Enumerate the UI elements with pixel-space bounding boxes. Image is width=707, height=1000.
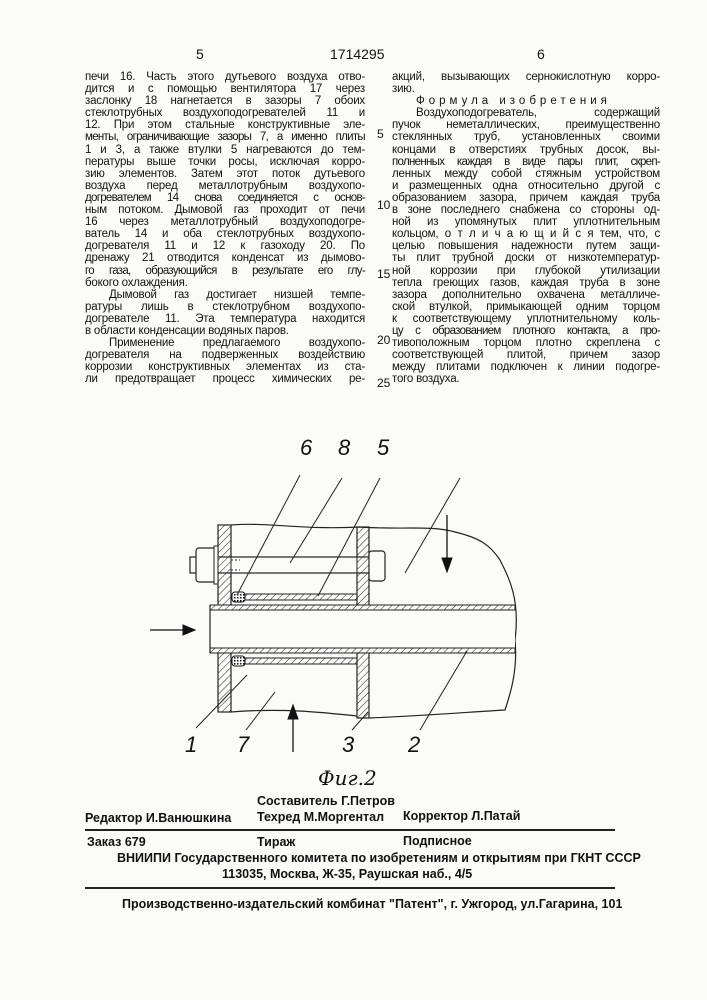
editor: Редактор И.Ванюшкина	[85, 811, 231, 825]
text-line: ным потоком. Дымовой газ проходит от печи	[85, 204, 365, 216]
text-line: Применение предлагаемого воздухопо-	[85, 337, 365, 349]
text-line: ты плит трубной доски от низкотемператур-	[392, 252, 660, 264]
text-line: ленных между собой стяжным устройством	[392, 168, 660, 180]
text-line: того воздуха.	[392, 373, 660, 385]
text-line: ратуры лишь в стеклотрубном воздухопо-	[85, 301, 365, 313]
text-line: акций, вызывающих сернокислотную корро-	[392, 71, 660, 83]
text-line: Воздухоподогреватель, содержащий	[392, 107, 660, 119]
figure-2-drawing	[0, 0, 707, 1000]
label-8: 8	[338, 436, 350, 460]
text-line: тивоположным торцом плотно скреплена с	[392, 337, 660, 349]
text-line: 12. При этом стальные конструктивные эле-	[85, 119, 365, 131]
text-line: пучок неметаллических, преимущественно	[392, 119, 660, 131]
line-number: 15	[377, 268, 390, 281]
address: 113035, Москва, Ж-35, Раушская наб., 4/5	[222, 867, 472, 881]
text-line: в зоне последнего снабжена со стороны од-	[392, 204, 660, 216]
text-line: целью повышения надежности путем защи-	[392, 240, 660, 252]
subscription: Подписное	[403, 834, 472, 848]
corrector: Корректор Л.Патай	[403, 809, 520, 823]
text-line: стеклотрубных воздухоподогревателей 11 и	[85, 107, 365, 119]
compiler: Составитель Г.Петров	[257, 794, 395, 808]
figure-caption: Фиг.2	[318, 766, 377, 790]
text-line: и размещенных одна относительно другой с	[392, 180, 660, 192]
sleeve-top	[245, 594, 357, 600]
text-line: 1 и 3, а также втулки 5 нагреваются до тем-	[85, 144, 365, 156]
seal-ring-top	[232, 592, 245, 602]
text-line: дится и с помощью вентилятора 17 через	[85, 83, 365, 95]
text-line: полненных каждая в виде пары плит, скреп-	[392, 156, 660, 168]
label-1: 1	[185, 733, 197, 757]
divider	[85, 887, 615, 889]
text-line: ной коррозии при глубокой утилизации	[392, 265, 660, 277]
text-line: догревателе 11. Эта температура находится	[85, 313, 365, 325]
circulation: Тираж	[257, 835, 295, 849]
sleeve-bottom	[245, 658, 357, 664]
techred: Техред М.Моргентал	[257, 810, 384, 824]
text-line: воздуха перед металлотрубным воздухопо-	[85, 180, 365, 192]
text-line: концами в отверстиях трубных досок, вы-	[392, 144, 660, 156]
nut-right	[369, 551, 385, 581]
label-3: 3	[342, 733, 354, 757]
left-page-number: 5	[196, 46, 204, 62]
text-line: менты, ограничивающие зазоры 7, а именно плиты	[85, 131, 365, 143]
text-line: тепла греющих газов, каждая труба в зоне	[392, 277, 660, 289]
text-line: ской втулкой, примыкающей одним торцом	[392, 301, 660, 313]
text-line: зию.	[392, 83, 660, 95]
text-line: ной из упомянутых плит уплотнительным	[392, 216, 660, 228]
text-line: коррозии конструктивных элементах из ста-	[85, 361, 365, 373]
right-page-number: 6	[537, 46, 545, 62]
text-line: го газа, образующийся в результате его глу-	[85, 265, 365, 277]
text-line: ли предотвращает процесс химических ре-	[85, 373, 365, 385]
tube-bottom-wall	[210, 648, 515, 653]
text-line: образованием зазора, причем каждая труба	[392, 192, 660, 204]
text-line: дренажу 21 отводится конденсат из дымово-	[85, 252, 365, 264]
text-line: бокого охлаждения.	[85, 277, 365, 289]
text-line: цу с образованием плотного контакта, а про-	[392, 325, 660, 337]
line-number: 10	[377, 199, 390, 212]
label-7: 7	[237, 733, 249, 757]
text-line: Дымовой газ достигает низшей темпе-	[85, 289, 365, 301]
text-line: заслонку 18 нагнетается в зазоры 7 обоих	[85, 95, 365, 107]
order-number: Заказ 679	[87, 835, 146, 849]
label-6: 6	[300, 436, 312, 460]
text-line: догревателя 11 и 12 к газоходу 20. По	[85, 240, 365, 252]
patent-number: 1714295	[330, 46, 385, 62]
text-line: между плитами подключен к линии подогре-	[392, 361, 660, 373]
text-line: стеклянных труб, установленных своими	[392, 131, 660, 143]
text-line: Формула изобретения	[392, 95, 660, 107]
line-number: 5	[377, 128, 384, 141]
text-line: 16 через металлотрубный воздухоподогре-	[85, 216, 365, 228]
text-line: печи 16. Часть этого дутьевого воздуха отво-	[85, 71, 365, 83]
divider	[85, 829, 615, 831]
washer-left	[214, 546, 218, 584]
tube-top-wall	[210, 605, 515, 610]
text-line: догревателем 14 снова соединяется с основ-	[85, 192, 365, 204]
label-5: 5	[377, 436, 389, 460]
seal-ring-bottom	[232, 656, 245, 666]
nut-left	[196, 548, 216, 582]
organization: ВНИИПИ Государственного комитета по изобретениям и открытиям при ГКНТ СССР	[117, 851, 641, 865]
line-number: 25	[377, 377, 390, 390]
text-line: к соответствующему уплотнительному коль-	[392, 313, 660, 325]
text-line: в области конденсации водяных паров.	[85, 325, 365, 337]
line-number: 20	[377, 334, 390, 347]
text-line: пературы выше точки росы, исключая корро-	[85, 156, 365, 168]
publisher: Производственно-издательский комбинат "Патент", г. Ужгород, ул.Гагарина, 101	[122, 897, 622, 911]
label-2: 2	[408, 733, 420, 757]
text-line: ватель 14 и оба стеклотрубных воздухопо-	[85, 228, 365, 240]
text-line: зазора дополнительно охвачена металличе-	[392, 289, 660, 301]
patent-page	[0, 0, 707, 1000]
text-line: догревателя на подверженных воздействию	[85, 349, 365, 361]
text-line: зию элементов. Затем этот поток дутьевого	[85, 168, 365, 180]
text-line: кольцом, о т л и ч а ю щ и й с я тем, что, с	[392, 228, 660, 240]
text-line: соответствующей плитой, причем зазор	[392, 349, 660, 361]
